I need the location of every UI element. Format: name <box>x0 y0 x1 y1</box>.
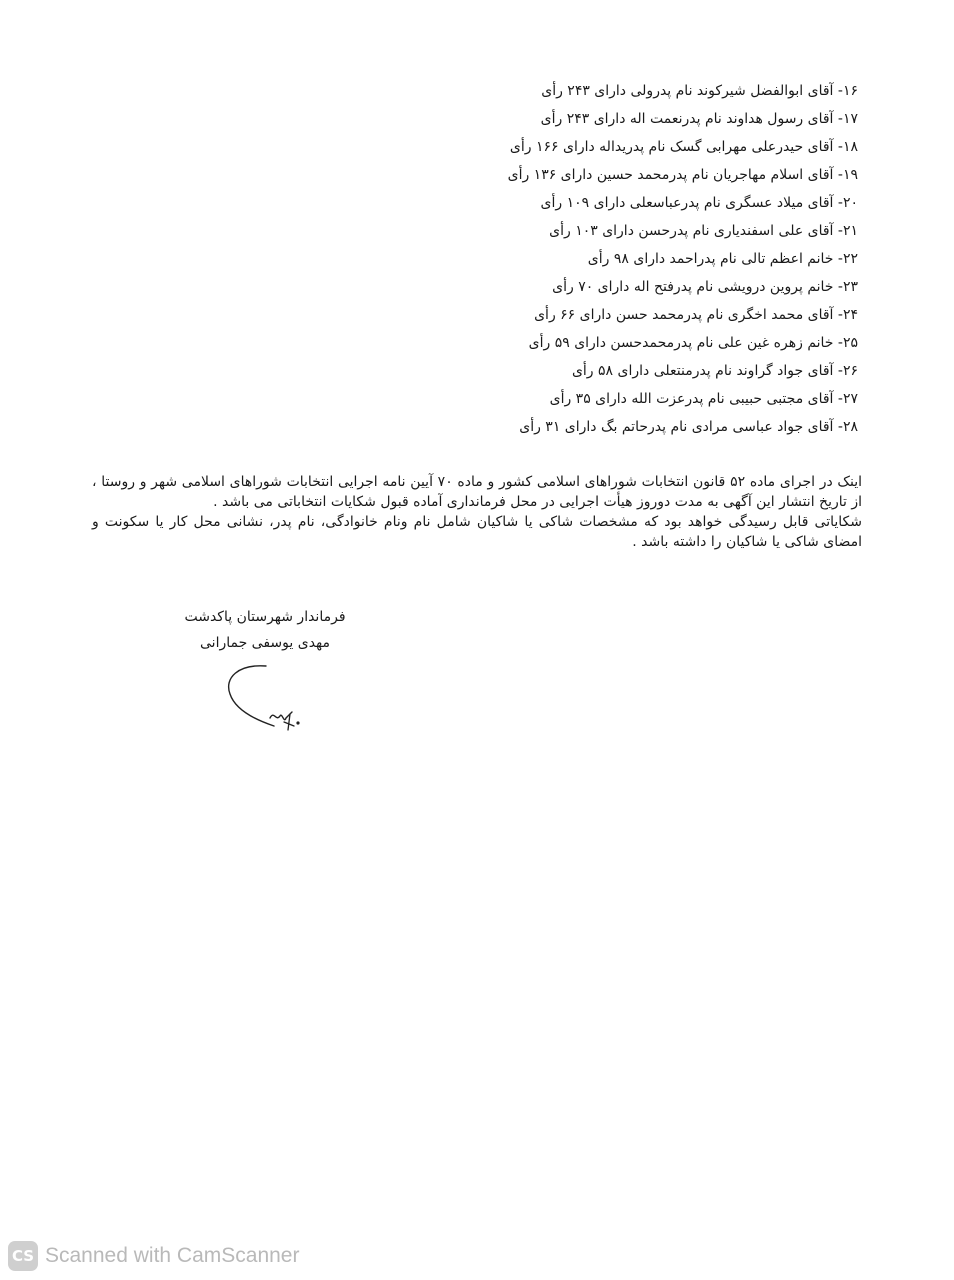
candidate-entry: ۲۳- خانم پروین درویشی نام پدرفتح اله دارای ۷۰ رأی <box>552 279 858 295</box>
camscanner-logo-icon: CS <box>8 1241 38 1271</box>
candidate-entry: ۲۱- آقای علی اسفندیاری نام پدرحسن دارای ۱۰۳ رأی <box>549 223 858 239</box>
watermark-text: Scanned with CamScanner <box>45 1244 300 1267</box>
candidate-entry: ۱۷- آقای رسول هداوند نام پدرنعمت اله دارای ۲۴۳ رأی <box>540 111 858 127</box>
signer-title: فرماندار شهرستان پاکدشت <box>184 609 346 625</box>
candidate-entry: ۱۶- آقای ابوالفضل شیرکوند نام پدرولی دارای ۲۴۳ رأی <box>541 83 858 99</box>
camscanner-watermark <box>8 1238 338 1274</box>
handwritten-signature <box>218 660 318 740</box>
notice-paragraph: شکایاتی قابل رسیدگی خواهد بود که مشخصات شاکی یا شاکیان شامل نام ونام خانوادگی، نام پدر، نشانی محل کار یا سکونت و امضای شاکی یا شاکیان را داشته باشد . <box>92 514 862 550</box>
signature-block <box>150 604 380 656</box>
candidate-entry: ۲۶- آقای جواد گراوند نام پدرمنتعلی دارای ۵۸ رأی <box>571 363 858 379</box>
complaint-notice <box>92 472 862 552</box>
candidate-entry: ۲۰- آقای میلاد عسگری نام پدرعباسعلی دارای ۱۰۹ رأی <box>540 195 858 211</box>
candidate-entry: ۲۴- آقای محمد اخگری نام پدرمحمد حسن دارای ۶۶ رأی <box>534 307 858 323</box>
signer-name: مهدی یوسفی جمارانی <box>200 635 330 651</box>
candidate-list <box>438 77 858 441</box>
notice-paragraph: اینک در اجرای ماده ۵۲ قانون انتخابات شوراهای اسلامی کشور و ماده ۷۰ آیین نامه اجرایی انتخابات شوراهای اسلامی شهر و روستا ، از تاریخ انتشار این آگهی به مدت دوروز هیأت اجرایی در محل فرمانداری آماده قبول شکایات انتخاباتی می باشد . <box>92 474 862 510</box>
candidate-entry: ۲۷- آقای مجتبی حبیبی نام پدرعزت الله دارای ۳۵ رأی <box>549 391 858 407</box>
candidate-entry: ۱۹- آقای اسلام مهاجریان نام پدرمحمد حسین دارای ۱۳۶ رأی <box>507 167 858 183</box>
candidate-entry: ۱۸- آقای حیدرعلی مهرابی گسک نام پدریداله دارای ۱۶۶ رأی <box>509 139 858 155</box>
candidate-entry: ۲۸- آقای جواد عباسی مرادی نام پدرحاتم بگ دارای ۳۱ رأی <box>519 419 858 435</box>
candidate-entry: ۲۲- خانم اعظم تالی نام پدراحمد دارای ۹۸ رأی <box>587 251 858 267</box>
candidate-entry: ۲۵- خانم زهره غین علی نام پدرمحمدحسن دارای ۵۹ رأی <box>528 335 858 351</box>
